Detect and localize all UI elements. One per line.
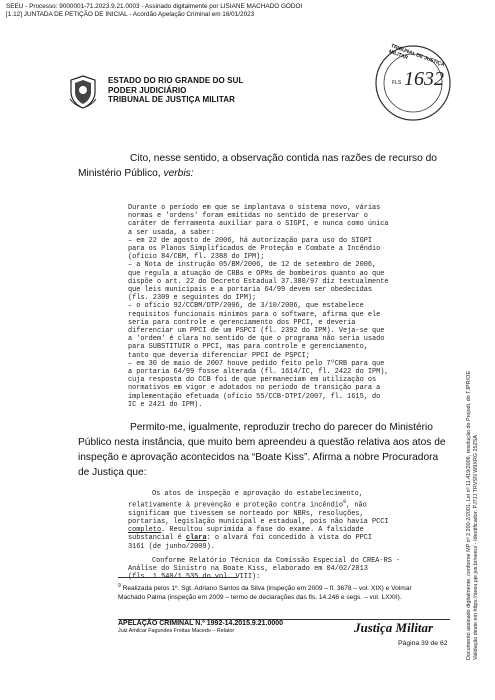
footnote-ref[interactable]: 9 [343, 499, 347, 506]
org-state: ESTADO DO RIO GRANDE DO SUL [108, 76, 244, 85]
side-note-line-2: Validação deste em https://seeu.pje.jus.br/seeu/ - Identificador: PJ7JJ TRVSN W9XRG 25ZSA [473, 434, 479, 660]
q2-line-7: 3161 (de junho/2009). [128, 542, 215, 551]
paragraph-2 [78, 420, 450, 480]
quote1-line: implementação efetuada (ofício 55/CCB-DTPI/2007, fl. 1615, do [128, 392, 381, 401]
quote1-line: dispõe o art. 22 do Decreto Estadual 37.380/97 diz textualmente [128, 277, 389, 286]
q2-line-1: Os atos de inspeção e aprovação do estabelecimento, [152, 490, 363, 498]
q2-line-6: substancial é clara: o alvará foi concedido à vista do PPCI [128, 534, 372, 543]
judge-name: Juiz Amilcar Fagundes Freitas Macedo – Relator [118, 628, 235, 634]
side-note-line-1: Documento assinado digitalmente, conforme MP nº 2.200-2/2001, Lei nº 11.419/2006, resolução do Projudi, do TJPR/OE [466, 371, 472, 660]
stamp-number: 1632 [404, 68, 444, 90]
para2-line-3: inspeção e aprovação acontecidos na “Boate Kiss”. Afirma a nobre Procuradora [78, 452, 439, 463]
page-number: Página 39 de 62 [398, 640, 448, 647]
quote1-line: seria para controle e gerenciamento dos PPCI, e deveria [128, 318, 356, 327]
justica-militar-logo: Justiça Militar [354, 620, 434, 635]
footnote-line-2: Machado Palma (inspeção em 2009 – termo de declarações das fls. 14.246 e segs. – vol. LXXII). [118, 593, 402, 601]
q2-line-9: Análise do Sinistro na Boate Kiss, elaborado em 04/02/2013 [128, 564, 368, 573]
footnote-line-1: $^9$ Realizada pelos 1º. Sgt. Adriano Santos da Silva (inspeção em 2009 – fl. 3678 – vol. XIX) e Volmar [118, 583, 412, 593]
page-stamp [372, 42, 454, 124]
quote1-line: – em 22 de agosto de 2006, há autorização para uso do SIGPI [128, 236, 372, 245]
quote1-line: normas e 'ordens' foram emitidas no sentido de preservar o [128, 212, 368, 221]
quote1-line: a portaria 64/99 fosse alterada (fl. 1614/IC, fl. 2422 do IPM), [128, 368, 389, 377]
intro-line-1: Cito, nesse sentido, a observação contida nas razões de recurso do [130, 153, 437, 164]
quote1-line: para SUBSTITUIR o PPCI, mas para controle e gerenciamento, [128, 343, 368, 352]
org-court: TRIBUNAL DE JUSTIÇA MILITAR [108, 95, 235, 104]
quote1-line: – em 30 de maio de 2007 houve pedido feito pelo 7ºCRB para que [128, 359, 385, 368]
footnote [118, 582, 458, 602]
org-power: PODER JUDICIÁRIO [108, 85, 187, 95]
q2-line-2: relativamente à prevenção e proteção contra incêndio$^9$, não [128, 499, 367, 510]
quote1-line: a 'ordem' é clara no sentido de que o programa não seria usado [128, 335, 385, 344]
footnote-divider [118, 577, 238, 578]
coat-of-arms-icon [68, 75, 98, 109]
quote-block-2 [128, 490, 446, 581]
quote1-line: – o ofício 92/CCBM/DTP/2006, de 3/10/2006, que estabelece [128, 302, 364, 311]
stamp-org: TRIBUNAL DE JUSTIÇA MILITAR [387, 43, 446, 69]
quote1-line: requisitos funcionais mínimos para o software, afirma que ele [128, 310, 381, 319]
quote1-line: a ser usada, a saber: [128, 228, 215, 237]
quote-block-1 [128, 204, 438, 409]
quote1-line: Durante o período em que se implantava o sistema novo, várias [128, 204, 381, 212]
para2-line-4: de Justiça que: [78, 467, 147, 478]
quote1-line: (ofício 84/CBM, fl. 2388 do IPM); [128, 253, 265, 262]
case-number: APELAÇÃO CRIMINAL N.º 1992-14.2015.9.21.0000 [118, 620, 284, 627]
quote1-line: tanto que deveria diferenciar PPCI de PSPCI; [128, 351, 310, 360]
intro-line-2 [78, 166, 194, 181]
quote1-line: cuja resposta do CCB foi de que permaneciam em utilização os [128, 376, 377, 385]
header-line-2: [1.12] JUNTADA DE PETIÇÃO DE INICIAL - Acórdão Apelação Criminal em 16/01/2023 [6, 11, 255, 18]
quote1-line: IC e 2421 do IPM). [128, 400, 203, 409]
q2-line-3: significam que tivessem se norteado por NBRs, resoluções, [128, 509, 364, 518]
quote1-line: diferenciar um PPCI de um PSPCI (fl. 2392 do IPM). Veja-se que [128, 327, 385, 336]
q2-line-4: portarias, legislação municipal e estadual, pois não havia PCCI [128, 517, 389, 526]
organization-header [108, 76, 243, 105]
side-validation-note [466, 20, 480, 660]
quote1-line: que leis municipais e a portaria 64/99 devem ser obedecidas [128, 286, 372, 295]
quote1-line: – a Nota de instrução 05/BM/2006, de 12 de setembro de 2006, [128, 261, 377, 270]
quote1-line: que regula a atuação de CRBs e OPMs de bombeiros quanto ao que [128, 269, 385, 278]
intro-ministry: Ministério Público, [78, 168, 164, 179]
quote1-line: normativos em vigor e adotados no período de transição para a [128, 384, 381, 393]
para2-line-2: Público nesta instância, que muito bem apreendeu a questão relativa aos atos de [78, 437, 446, 448]
q2-line-5: completo. Resultou suprimida a fase do exame. A falsidade [128, 526, 364, 535]
stamp-fls: FLS [392, 80, 402, 86]
header-line-1: SEEU - Processo: 9000001-71.2023.9.21.0003 - Assinado digitalmente por LISIANE MACHADO GODOI [6, 3, 303, 10]
q2-line-8: Conforme Relatório Técnico da Comissão Especial do CREA-RS - [152, 556, 401, 565]
quote1-line: para os Planos Simplificados de Proteção e Combate a Incêndio [128, 245, 381, 254]
intro-verbis: verbis: [163, 168, 194, 179]
quote1-line: (fls. 2309 e seguintes do IPM); [128, 294, 257, 303]
para2-line-1: Permito-me, igualmente, reproduzir trecho do parecer do Ministério [130, 422, 433, 433]
q2-line-10: (fls. 1.540/1.535 do vol. VIII): [128, 573, 261, 582]
quote1-line: caráter de ferramenta auxiliar para o SIGPI, e nunca como única [128, 220, 389, 229]
